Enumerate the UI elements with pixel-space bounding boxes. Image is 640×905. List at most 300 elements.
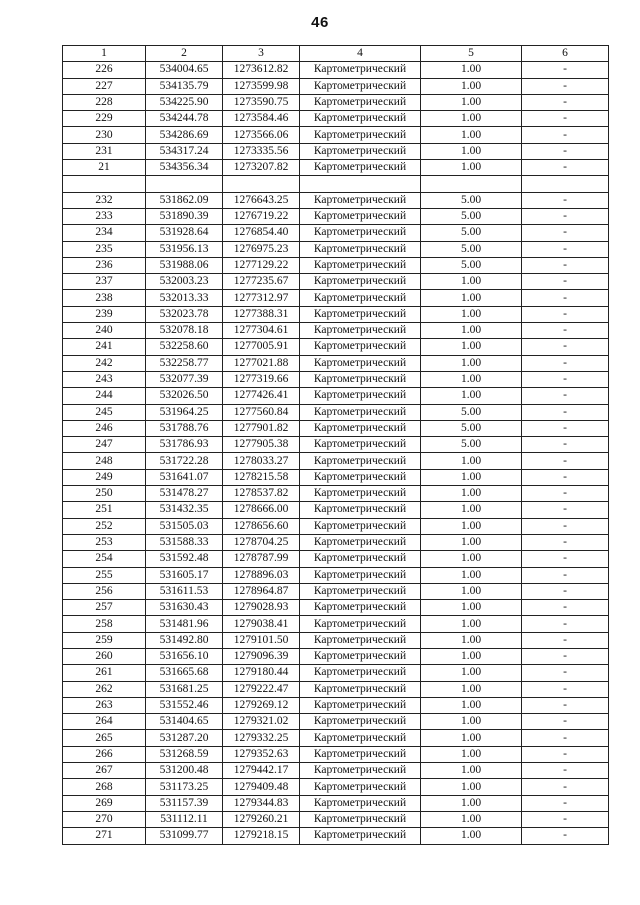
cell-x-coordinate: 531956.13 [146, 241, 223, 257]
cell-x-coordinate: 534225.90 [146, 94, 223, 110]
cell-point-number: 234 [63, 225, 146, 241]
cell-point-number: 270 [63, 811, 146, 827]
cell-method: Картометрический [300, 420, 421, 436]
cell-method: Картометрический [300, 616, 421, 632]
cell-method: Картометрический [300, 697, 421, 713]
cell-accuracy: 1.00 [421, 600, 522, 616]
cell-x-coordinate: 534244.78 [146, 111, 223, 127]
cell-x-coordinate: 531862.09 [146, 192, 223, 208]
cell-method: Картометрический [300, 795, 421, 811]
cell-y-coordinate: 1277560.84 [223, 404, 300, 420]
cell-y-coordinate: 1277901.82 [223, 420, 300, 436]
cell-method: Картометрический [300, 453, 421, 469]
cell-x-coordinate: 532003.23 [146, 274, 223, 290]
cell-y-coordinate: 1277426.41 [223, 388, 300, 404]
cell-accuracy: 1.00 [421, 355, 522, 371]
cell-point-number: 229 [63, 111, 146, 127]
cell-y-coordinate: 1279180.44 [223, 665, 300, 681]
cell-accuracy: 1.00 [421, 763, 522, 779]
table-row [63, 371, 609, 387]
cell-accuracy: 1.00 [421, 697, 522, 713]
table-row [63, 290, 609, 306]
cell-y-coordinate: 1273599.98 [223, 78, 300, 94]
cell-y-coordinate: 1278896.03 [223, 567, 300, 583]
cell-x-coordinate: 531268.59 [146, 746, 223, 762]
cell-point-number: 262 [63, 681, 146, 697]
cell-x-coordinate: 531200.48 [146, 763, 223, 779]
cell-accuracy: 5.00 [421, 208, 522, 224]
cell-method: Картометрический [300, 518, 421, 534]
cell-note: - [522, 518, 609, 534]
table-row [63, 94, 609, 110]
cell-x-coordinate: 531681.25 [146, 681, 223, 697]
cell-note: - [522, 486, 609, 502]
table-row [63, 648, 609, 664]
table-row [63, 600, 609, 616]
cell-point-number: 271 [63, 828, 146, 844]
cell-point-number: 253 [63, 534, 146, 550]
cell-accuracy: 1.00 [421, 371, 522, 387]
cell-y-coordinate: 1277388.31 [223, 306, 300, 322]
cell-point-number: 237 [63, 274, 146, 290]
cell-accuracy: 1.00 [421, 811, 522, 827]
cell-note: - [522, 257, 609, 273]
cell-y-coordinate: 1278215.58 [223, 469, 300, 485]
cell-x-coordinate: 531665.68 [146, 665, 223, 681]
table-row [63, 763, 609, 779]
cell-method: Картометрический [300, 763, 421, 779]
cell-accuracy: 1.00 [421, 534, 522, 550]
table-row [63, 518, 609, 534]
cell-accuracy: 1.00 [421, 730, 522, 746]
cell-x-coordinate: 531592.48 [146, 551, 223, 567]
cell-x-coordinate: 531988.06 [146, 257, 223, 273]
cell-note: - [522, 469, 609, 485]
cell-point-number: 241 [63, 339, 146, 355]
cell-note: - [522, 274, 609, 290]
cell-method: Картометрический [300, 730, 421, 746]
cell-accuracy: 1.00 [421, 143, 522, 159]
cell-note [522, 176, 609, 192]
table-row [63, 208, 609, 224]
cell-point-number: 247 [63, 437, 146, 453]
cell-accuracy: 1.00 [421, 486, 522, 502]
cell-point-number: 265 [63, 730, 146, 746]
cell-point-number: 264 [63, 714, 146, 730]
cell-accuracy: 1.00 [421, 388, 522, 404]
cell-x-coordinate: 531656.10 [146, 648, 223, 664]
cell-method: Картометрический [300, 225, 421, 241]
cell-y-coordinate: 1277304.61 [223, 323, 300, 339]
table-row [63, 730, 609, 746]
cell-method: Картометрический [300, 78, 421, 94]
table-row [63, 534, 609, 550]
table-row [63, 697, 609, 713]
cell-note: - [522, 371, 609, 387]
table-row [63, 437, 609, 453]
cell-x-coordinate: 532078.18 [146, 323, 223, 339]
cell-y-coordinate: 1273584.46 [223, 111, 300, 127]
cell-note: - [522, 600, 609, 616]
cell-method: Картометрический [300, 143, 421, 159]
cell-method: Картометрический [300, 632, 421, 648]
cell-accuracy: 1.00 [421, 453, 522, 469]
cell-point-number: 268 [63, 779, 146, 795]
cell-note: - [522, 616, 609, 632]
cell-point-number: 251 [63, 502, 146, 518]
table-row [63, 714, 609, 730]
cell-method: Картометрический [300, 306, 421, 322]
table-row [63, 176, 609, 192]
cell-x-coordinate: 532258.60 [146, 339, 223, 355]
cell-accuracy: 5.00 [421, 192, 522, 208]
cell-accuracy [421, 176, 522, 192]
cell-point-number: 246 [63, 420, 146, 436]
cell-note: - [522, 404, 609, 420]
cell-point-number: 231 [63, 143, 146, 159]
cell-note: - [522, 811, 609, 827]
cell-x-coordinate: 532026.50 [146, 388, 223, 404]
cell-x-coordinate: 532077.39 [146, 371, 223, 387]
cell-note: - [522, 551, 609, 567]
cell-y-coordinate: 1279442.17 [223, 763, 300, 779]
cell-accuracy: 5.00 [421, 404, 522, 420]
cell-accuracy: 1.00 [421, 746, 522, 762]
cell-x-coordinate: 531928.64 [146, 225, 223, 241]
cell-method: Картометрический [300, 648, 421, 664]
cell-accuracy: 5.00 [421, 241, 522, 257]
cell-accuracy: 1.00 [421, 648, 522, 664]
cell-note: - [522, 339, 609, 355]
cell-y-coordinate: 1277905.38 [223, 437, 300, 453]
cell-y-coordinate: 1273590.75 [223, 94, 300, 110]
cell-method: Картометрический [300, 567, 421, 583]
cell-accuracy: 1.00 [421, 127, 522, 143]
cell-y-coordinate: 1278033.27 [223, 453, 300, 469]
cell-point-number: 238 [63, 290, 146, 306]
header-cell-col-6: 6 [522, 46, 609, 62]
cell-accuracy: 1.00 [421, 567, 522, 583]
cell-note: - [522, 111, 609, 127]
cell-method: Картометрический [300, 355, 421, 371]
cell-note: - [522, 306, 609, 322]
cell-note: - [522, 763, 609, 779]
cell-point-number: 269 [63, 795, 146, 811]
cell-note: - [522, 665, 609, 681]
cell-point-number: 249 [63, 469, 146, 485]
cell-x-coordinate: 532258.77 [146, 355, 223, 371]
cell-accuracy: 1.00 [421, 111, 522, 127]
table-row [63, 469, 609, 485]
cell-note: - [522, 795, 609, 811]
coordinates-table [62, 45, 609, 845]
table-row [63, 420, 609, 436]
cell-point-number: 248 [63, 453, 146, 469]
cell-method: Картометрический [300, 371, 421, 387]
cell-note: - [522, 681, 609, 697]
table-row [63, 632, 609, 648]
cell-note: - [522, 208, 609, 224]
cell-x-coordinate: 531112.11 [146, 811, 223, 827]
cell-note: - [522, 143, 609, 159]
cell-accuracy: 1.00 [421, 583, 522, 599]
table-row [63, 583, 609, 599]
cell-note: - [522, 420, 609, 436]
cell-accuracy: 1.00 [421, 306, 522, 322]
cell-note: - [522, 323, 609, 339]
cell-note: - [522, 388, 609, 404]
header-cell-col-1: 1 [63, 46, 146, 62]
cell-note: - [522, 127, 609, 143]
table-row [63, 665, 609, 681]
cell-method: Картометрический [300, 469, 421, 485]
cell-y-coordinate: 1279352.63 [223, 746, 300, 762]
cell-accuracy: 1.00 [421, 94, 522, 110]
cell-y-coordinate: 1278537.82 [223, 486, 300, 502]
cell-y-coordinate: 1277319.66 [223, 371, 300, 387]
cell-method: Картометрический [300, 404, 421, 420]
cell-note: - [522, 828, 609, 844]
cell-method: Картометрический [300, 94, 421, 110]
page-number: 46 [311, 14, 329, 31]
cell-x-coordinate: 531552.46 [146, 697, 223, 713]
cell-y-coordinate: 1279321.02 [223, 714, 300, 730]
cell-note: - [522, 192, 609, 208]
cell-accuracy: 1.00 [421, 160, 522, 176]
table-row [63, 257, 609, 273]
cell-accuracy: 1.00 [421, 551, 522, 567]
cell-method: Картометрический [300, 437, 421, 453]
cell-point-number: 258 [63, 616, 146, 632]
cell-x-coordinate: 534004.65 [146, 62, 223, 78]
table-row [63, 453, 609, 469]
table-row [63, 62, 609, 78]
cell-method: Картометрический [300, 208, 421, 224]
cell-accuracy: 1.00 [421, 323, 522, 339]
cell-accuracy: 1.00 [421, 290, 522, 306]
cell-point-number: 261 [63, 665, 146, 681]
cell-accuracy: 5.00 [421, 257, 522, 273]
cell-note: - [522, 62, 609, 78]
cell-point-number: 243 [63, 371, 146, 387]
cell-x-coordinate: 531157.39 [146, 795, 223, 811]
cell-note: - [522, 437, 609, 453]
cell-y-coordinate: 1279038.41 [223, 616, 300, 632]
cell-accuracy: 1.00 [421, 518, 522, 534]
table-row [63, 306, 609, 322]
cell-x-coordinate [146, 176, 223, 192]
cell-method [300, 176, 421, 192]
cell-note: - [522, 241, 609, 257]
cell-y-coordinate: 1277312.97 [223, 290, 300, 306]
cell-method: Картометрический [300, 583, 421, 599]
cell-y-coordinate: 1277005.91 [223, 339, 300, 355]
cell-point-number [63, 176, 146, 192]
header-cell-col-2: 2 [146, 46, 223, 62]
table-row [63, 551, 609, 567]
cell-y-coordinate: 1279332.25 [223, 730, 300, 746]
cell-point-number: 256 [63, 583, 146, 599]
cell-note: - [522, 225, 609, 241]
table-row [63, 355, 609, 371]
cell-point-number: 235 [63, 241, 146, 257]
cell-point-number: 260 [63, 648, 146, 664]
table-header [63, 46, 609, 62]
cell-x-coordinate: 531099.77 [146, 828, 223, 844]
header-cell-col-4: 4 [300, 46, 421, 62]
cell-method: Картометрический [300, 486, 421, 502]
cell-y-coordinate: 1279222.47 [223, 681, 300, 697]
cell-method: Картометрический [300, 828, 421, 844]
cell-y-coordinate: 1276719.22 [223, 208, 300, 224]
cell-y-coordinate: 1279096.39 [223, 648, 300, 664]
cell-y-coordinate: 1279269.12 [223, 697, 300, 713]
cell-note: - [522, 779, 609, 795]
cell-y-coordinate: 1277235.67 [223, 274, 300, 290]
cell-note: - [522, 632, 609, 648]
table-row [63, 143, 609, 159]
cell-y-coordinate: 1276643.25 [223, 192, 300, 208]
cell-x-coordinate: 532013.33 [146, 290, 223, 306]
cell-point-number: 21 [63, 160, 146, 176]
cell-point-number: 240 [63, 323, 146, 339]
table-row [63, 339, 609, 355]
cell-x-coordinate: 534135.79 [146, 78, 223, 94]
cell-point-number: 266 [63, 746, 146, 762]
cell-method: Картометрический [300, 811, 421, 827]
table-row [63, 616, 609, 632]
cell-point-number: 250 [63, 486, 146, 502]
cell-accuracy: 1.00 [421, 828, 522, 844]
table-row [63, 323, 609, 339]
cell-method: Картометрический [300, 551, 421, 567]
cell-method: Картометрический [300, 665, 421, 681]
cell-point-number: 230 [63, 127, 146, 143]
cell-accuracy: 1.00 [421, 632, 522, 648]
cell-y-coordinate [223, 176, 300, 192]
cell-note: - [522, 290, 609, 306]
cell-x-coordinate: 531287.20 [146, 730, 223, 746]
cell-point-number: 252 [63, 518, 146, 534]
cell-x-coordinate: 531478.27 [146, 486, 223, 502]
cell-accuracy: 1.00 [421, 665, 522, 681]
cell-y-coordinate: 1276975.23 [223, 241, 300, 257]
cell-method: Картометрический [300, 681, 421, 697]
cell-y-coordinate: 1278666.00 [223, 502, 300, 518]
cell-y-coordinate: 1273207.82 [223, 160, 300, 176]
cell-method: Картометрический [300, 600, 421, 616]
cell-note: - [522, 648, 609, 664]
cell-method: Картометрический [300, 62, 421, 78]
cell-y-coordinate: 1277129.22 [223, 257, 300, 273]
cell-x-coordinate: 532023.78 [146, 306, 223, 322]
cell-accuracy: 1.00 [421, 469, 522, 485]
cell-accuracy: 5.00 [421, 225, 522, 241]
cell-x-coordinate: 531432.35 [146, 502, 223, 518]
cell-x-coordinate: 531788.76 [146, 420, 223, 436]
header-row [63, 46, 609, 62]
cell-accuracy: 1.00 [421, 714, 522, 730]
cell-x-coordinate: 531588.33 [146, 534, 223, 550]
cell-accuracy: 5.00 [421, 420, 522, 436]
cell-y-coordinate: 1278656.60 [223, 518, 300, 534]
cell-x-coordinate: 531964.25 [146, 404, 223, 420]
table-row [63, 502, 609, 518]
cell-method: Картометрический [300, 111, 421, 127]
cell-accuracy: 1.00 [421, 274, 522, 290]
cell-method: Картометрический [300, 388, 421, 404]
cell-point-number: 236 [63, 257, 146, 273]
cell-note: - [522, 567, 609, 583]
cell-x-coordinate: 531786.93 [146, 437, 223, 453]
cell-x-coordinate: 531890.39 [146, 208, 223, 224]
table-row [63, 225, 609, 241]
cell-note: - [522, 534, 609, 550]
cell-x-coordinate: 534286.69 [146, 127, 223, 143]
cell-point-number: 244 [63, 388, 146, 404]
table-row [63, 746, 609, 762]
cell-method: Картометрический [300, 323, 421, 339]
cell-method: Картометрический [300, 257, 421, 273]
cell-note: - [522, 697, 609, 713]
table-row [63, 274, 609, 290]
cell-accuracy: 1.00 [421, 616, 522, 632]
cell-point-number: 259 [63, 632, 146, 648]
table-body [63, 62, 609, 844]
cell-note: - [522, 730, 609, 746]
table-row [63, 388, 609, 404]
table-row [63, 404, 609, 420]
cell-y-coordinate: 1278964.87 [223, 583, 300, 599]
cell-method: Картометрический [300, 274, 421, 290]
cell-point-number: 267 [63, 763, 146, 779]
cell-method: Картометрический [300, 779, 421, 795]
cell-point-number: 227 [63, 78, 146, 94]
cell-note: - [522, 160, 609, 176]
table-row [63, 828, 609, 844]
cell-note: - [522, 94, 609, 110]
table-row [63, 486, 609, 502]
cell-y-coordinate: 1279344.83 [223, 795, 300, 811]
cell-note: - [522, 355, 609, 371]
table-row [63, 160, 609, 176]
cell-method: Картометрический [300, 746, 421, 762]
cell-point-number: 242 [63, 355, 146, 371]
cell-x-coordinate: 531722.28 [146, 453, 223, 469]
cell-x-coordinate: 531630.43 [146, 600, 223, 616]
cell-accuracy: 5.00 [421, 437, 522, 453]
cell-y-coordinate: 1279028.93 [223, 600, 300, 616]
cell-method: Картометрический [300, 339, 421, 355]
cell-note: - [522, 714, 609, 730]
cell-point-number: 239 [63, 306, 146, 322]
table-row [63, 811, 609, 827]
table-row [63, 111, 609, 127]
cell-point-number: 263 [63, 697, 146, 713]
cell-y-coordinate: 1279260.21 [223, 811, 300, 827]
cell-accuracy: 1.00 [421, 78, 522, 94]
cell-method: Картометрический [300, 290, 421, 306]
cell-x-coordinate: 531492.80 [146, 632, 223, 648]
cell-x-coordinate: 531481.96 [146, 616, 223, 632]
cell-x-coordinate: 531404.65 [146, 714, 223, 730]
cell-note: - [522, 746, 609, 762]
header-cell-col-3: 3 [223, 46, 300, 62]
cell-y-coordinate: 1278787.99 [223, 551, 300, 567]
cell-point-number: 226 [63, 62, 146, 78]
cell-accuracy: 1.00 [421, 62, 522, 78]
cell-point-number: 245 [63, 404, 146, 420]
